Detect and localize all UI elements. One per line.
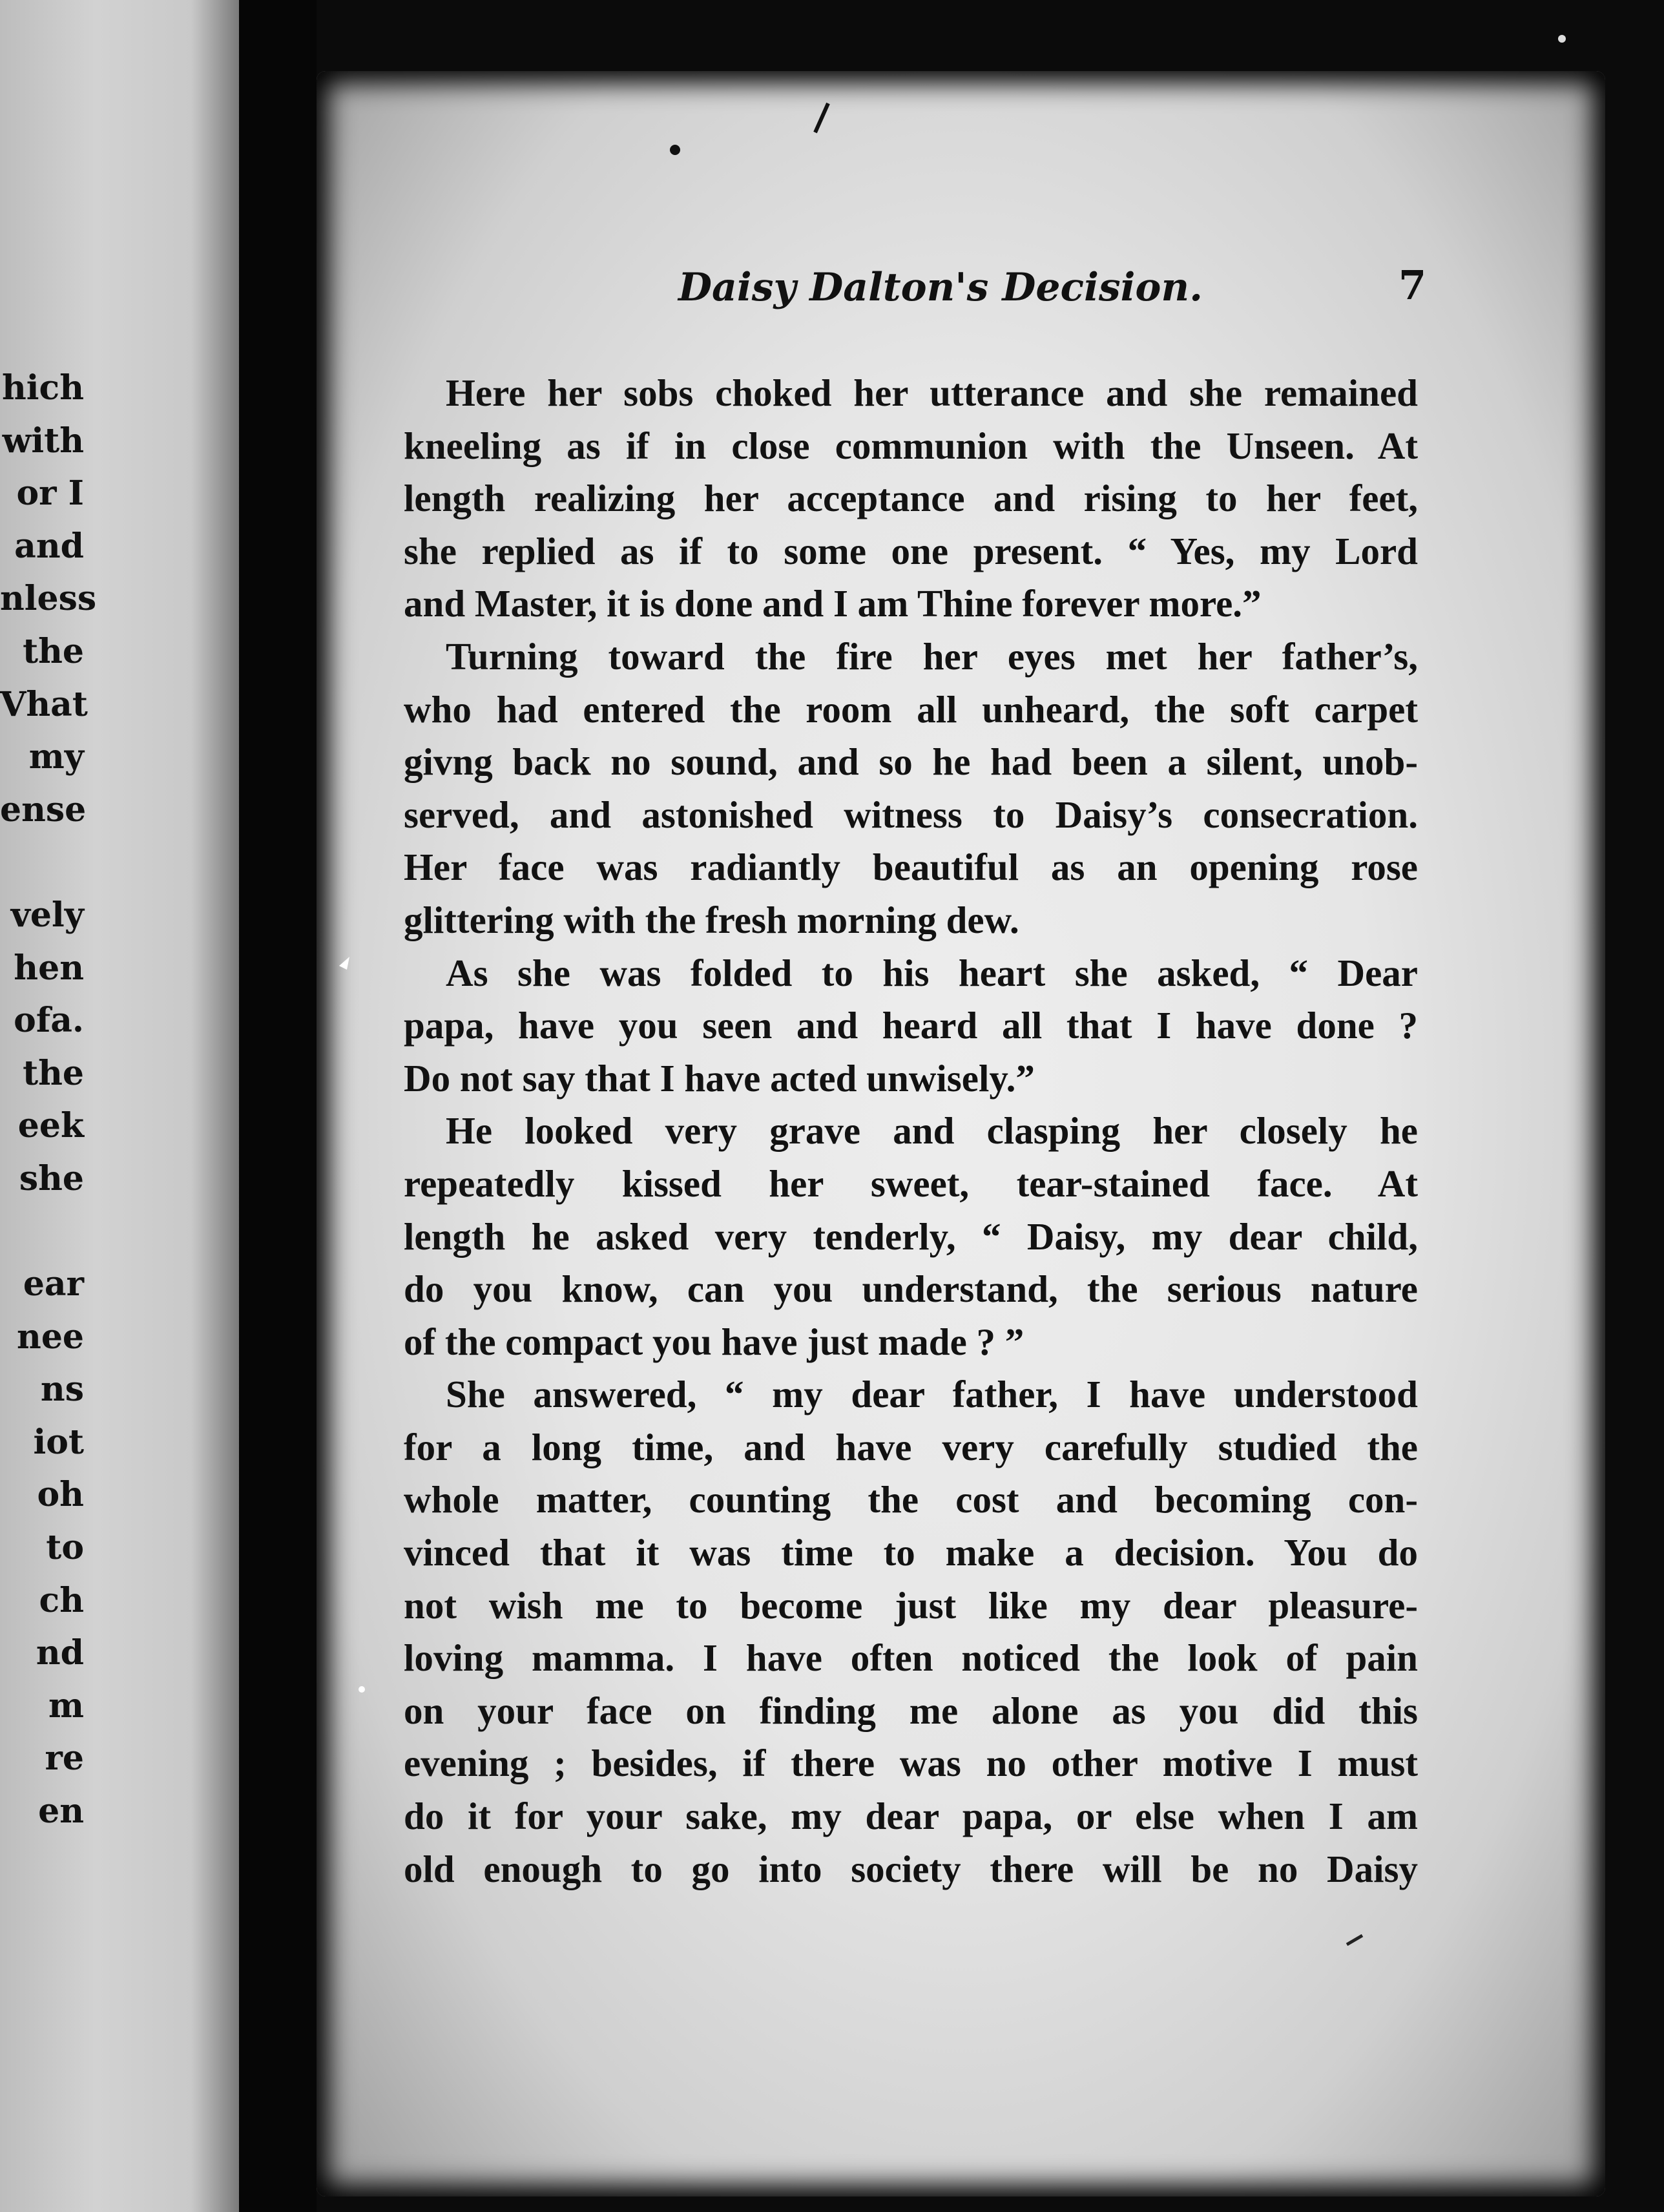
facing-page-edge bbox=[0, 0, 239, 2212]
text-line: on your face on finding me alone as you did this bbox=[404, 1689, 1418, 1732]
facing-page-text-fragments bbox=[0, 362, 97, 1838]
facing-page-fragment: m bbox=[48, 1685, 84, 1726]
facing-page-fragment: nless bbox=[0, 579, 97, 619]
facing-page-fragment: the bbox=[23, 1053, 84, 1093]
facing-page-fragment: ear bbox=[23, 1264, 84, 1304]
text-line: served, and astonished witness to Daisy’s consecration. bbox=[404, 793, 1418, 836]
facing-page-fragment: vely bbox=[10, 895, 84, 935]
facing-page-fragment: and bbox=[14, 526, 84, 566]
text-line: As she was folded to his heart she asked, “ Dear bbox=[446, 951, 1418, 994]
text-line: who had entered the room all unheard, the soft carpet bbox=[404, 687, 1418, 731]
facing-page-fragment: to bbox=[46, 1528, 84, 1568]
text-line: Here her sobs choked her utterance and she remained bbox=[446, 371, 1418, 414]
fragment-gap bbox=[0, 1205, 84, 1258]
facing-page-fragment: eek bbox=[17, 1106, 84, 1146]
facing-page-fragment: or I bbox=[16, 474, 84, 514]
facing-page-fragment: ofa. bbox=[14, 1001, 84, 1041]
text-line: glittering with the fresh morning dew. bbox=[404, 898, 1019, 941]
text-line: repeatedly kissed her sweet, tear-stained face. At bbox=[404, 1162, 1418, 1205]
facing-page-fragment: hich bbox=[1, 368, 84, 408]
text-line: She answered, “ my dear father, I have understood bbox=[446, 1373, 1418, 1416]
facing-page-fragment: hen bbox=[14, 948, 84, 988]
text-line: Turning toward the fire her eyes met her father’s, bbox=[446, 634, 1418, 678]
text-line: papa, have you seen and heard all that I have done ? bbox=[404, 1004, 1418, 1047]
text-line: do it for your sake, my dear papa, or else when I am bbox=[404, 1795, 1418, 1838]
facing-page-fragment: with bbox=[2, 421, 84, 461]
facing-page-fragment: the bbox=[23, 631, 84, 671]
text-line: and Master, it is done and I am Thine forever more.” bbox=[404, 582, 1262, 625]
text-line: of the compact you have just made ? ” bbox=[404, 1320, 1024, 1363]
text-line: loving mamma. I have often noticed the look of pain bbox=[404, 1636, 1418, 1680]
text-line: she replied as if to some one present. “ Yes, my Lord bbox=[404, 529, 1418, 572]
facing-page-fragment: iot bbox=[33, 1422, 84, 1462]
facing-page-fragment: she bbox=[19, 1158, 84, 1198]
body-text bbox=[404, 367, 1418, 1895]
text-line: Do not say that I have acted unwisely.” bbox=[404, 1056, 1035, 1100]
text-line: for a long time, and have very carefully studied the bbox=[404, 1425, 1418, 1468]
speck bbox=[1558, 35, 1566, 43]
facing-page-fragment: en bbox=[38, 1791, 84, 1831]
text-line: givng back no sound, and so he had been a silent, unob- bbox=[404, 740, 1418, 784]
book-gutter bbox=[239, 0, 317, 2212]
facing-page-fragment: re bbox=[45, 1738, 84, 1779]
facing-page-fragment: oh bbox=[37, 1475, 84, 1515]
facing-page-fragment: ense bbox=[0, 789, 87, 830]
fragment-gap bbox=[0, 836, 84, 889]
text-line: He looked very grave and clasping her closely he bbox=[446, 1109, 1418, 1153]
facing-page-fragment: Vhat bbox=[0, 684, 88, 724]
text-line: length he asked very tenderly, “ Daisy, my dear child, bbox=[404, 1215, 1418, 1258]
facing-page-fragment: my bbox=[28, 737, 84, 777]
text-line: vinced that it was time to make a decision. You do bbox=[404, 1531, 1418, 1574]
page-number: 7 bbox=[1399, 262, 1427, 309]
text-line: not wish me to become just like my dear pleasure- bbox=[404, 1583, 1418, 1627]
text-line: length realizing her acceptance and rising to her feet, bbox=[404, 477, 1418, 520]
text-line: Her face was radiantly beautiful as an opening rose bbox=[404, 846, 1418, 889]
facing-page-fragment: nee bbox=[17, 1317, 84, 1357]
facing-page-fragment: ns bbox=[40, 1370, 84, 1410]
facing-page-fragment: nd bbox=[36, 1633, 84, 1673]
running-head: Daisy Dalton's Decision. bbox=[678, 265, 1203, 310]
text-line: evening ; besides, if there was no other motive I must bbox=[404, 1742, 1418, 1785]
text-line: do you know, can you understand, the serious nature bbox=[404, 1268, 1418, 1311]
text-line: old enough to go into society there will be no Daisy bbox=[404, 1847, 1418, 1890]
text-line: kneeling as if in close communion with the Unseen. At bbox=[404, 424, 1418, 467]
facing-page-fragment: ch bbox=[39, 1580, 84, 1620]
text-line: whole matter, counting the cost and becoming con- bbox=[404, 1478, 1418, 1521]
